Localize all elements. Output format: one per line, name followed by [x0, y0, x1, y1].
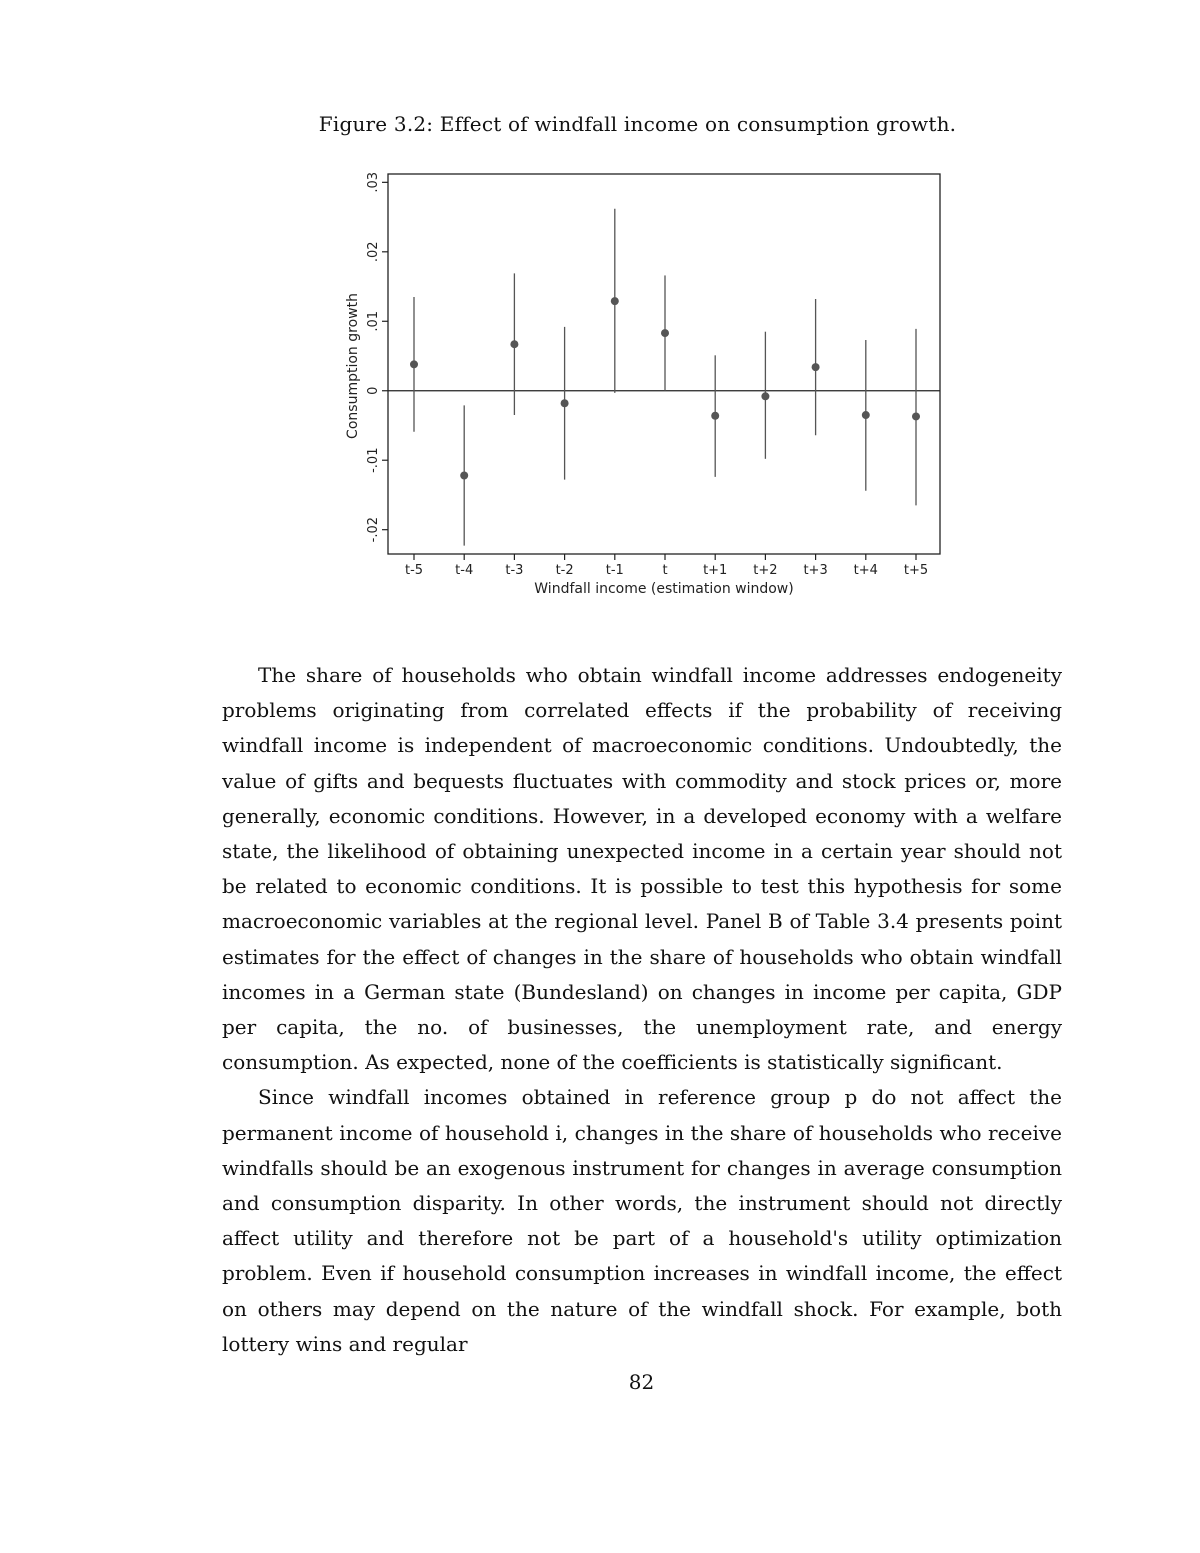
plot-frame [388, 174, 940, 554]
x-tick-label: t+3 [803, 563, 828, 578]
point-estimate [661, 329, 669, 337]
point-estimate [761, 392, 769, 400]
paragraph: The share of households who obtain windfall income addresses endogeneity problems originating from correlated effects if the probability of receiving windfall income is independent of macroeconomic conditions. Undoubtedly, the value of gifts and bequests fluctuates with commodity and stock prices or, more generally, economic conditions. However, in a developed economy with a welfare state, the likelihood of obtaining unexpected income in a certain year should not be related to economic conditions. It is possible to test this hypothesis for some macroeconomic variables at the regional level. Panel B of Table 3.4 presents point estimates for the effect of changes in the share of households who obtain windfall incomes in a German state (Bundesland) on changes in income per capita, GDP per capita, the no. of businesses, the unemployment rate, and energy consumption. As expected, none of the coefficients is statistically significant. [222, 663, 1062, 1075]
x-tick-label: t-3 [505, 563, 524, 578]
point-estimate [862, 411, 870, 419]
page-number: 82 [628, 1370, 655, 1394]
x-tick-label: t-1 [605, 563, 624, 578]
x-tick-label: t [662, 563, 668, 578]
x-tick-label: t+1 [703, 563, 728, 578]
figure-caption: Figure 3.2: Effect of windfall income on consumption growth. [318, 112, 957, 136]
x-tick-label: t+5 [903, 563, 929, 578]
paragraph: Since windfall incomes obtained in reference group p do not affect the permanent income of household i, changes in the share of households who receive windfalls should be an exogenous instrument for changes in average consumption and consumption disparity. In other words, the instrument should not directly affect utility and therefore not be part of a household's utility optimization problem. Even if household consumption increases in windfall income, the effect on others may depend on the nature of the windfall shock. For example, both lottery wins and regular [222, 1085, 1062, 1356]
y-tick-label: 0 [366, 386, 381, 395]
point-estimate [912, 412, 920, 420]
point-estimate [410, 360, 418, 368]
coefficient-chart [330, 160, 950, 610]
point-estimate [460, 471, 468, 479]
y-tick-label: .02 [366, 241, 381, 263]
x-axis-label: Windfall income (estimation window) [534, 581, 794, 597]
x-tick-label: t+2 [753, 563, 778, 578]
x-tick-label: t-2 [555, 563, 574, 578]
y-tick-label: -.01 [366, 447, 381, 473]
point-estimate [711, 412, 719, 420]
y-tick-label: -.02 [366, 516, 381, 543]
point-estimate [510, 340, 518, 348]
x-tick-label: t-4 [455, 563, 474, 578]
x-tick-label: t-5 [404, 563, 424, 578]
y-tick-label: .01 [366, 310, 381, 332]
y-axis-label: Consumption growth [345, 293, 361, 439]
body-text [222, 658, 1062, 1362]
point-estimate [812, 363, 820, 371]
y-tick-label: .03 [366, 171, 381, 193]
x-tick-label: t+4 [853, 563, 878, 578]
point-estimate [611, 297, 619, 305]
point-estimate [561, 399, 569, 407]
